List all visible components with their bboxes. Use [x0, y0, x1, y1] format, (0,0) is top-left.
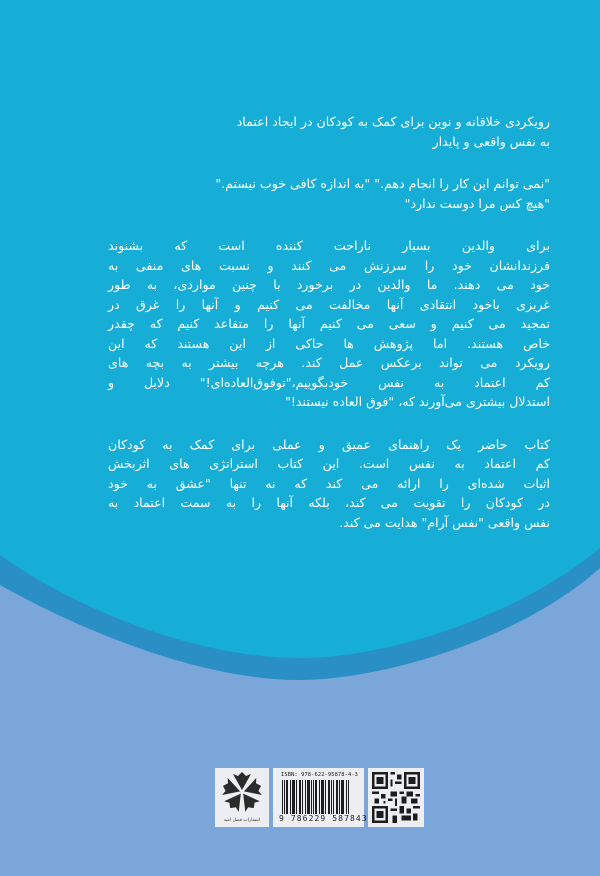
isbn-barcode — [273, 768, 368, 827]
paragraph-line: خاص هستند. اما پژوهش ها حاکی از این هستند که این — [108, 335, 550, 351]
paragraph-line: خود می دهند. ما والدین در برخورد با چنین مواردی، به طور — [108, 277, 550, 292]
publisher-name: انتشارات فصل امید — [223, 818, 261, 823]
paragraph-line: استدلال بیشتری می‌آورند که، "فوق العاده نیستند!" — [285, 394, 550, 409]
paragraph-line: غریزی باخود انتقادی آنها مخالفت می کنیم و آنها را غرق در — [108, 296, 550, 312]
back-matter-codes — [215, 768, 424, 827]
tagline — [108, 112, 550, 151]
paragraph-line: فرزندانشان خود را سرزنش می کنند و نسبت های منفی به — [108, 257, 550, 273]
ean-digits: 9 786229 587843 — [279, 814, 368, 823]
quotes — [108, 174, 550, 213]
cover-text-block — [108, 112, 550, 555]
paragraph-line: تمجید می کنیم و سعی می کنیم آنها را متقاعد کنیم که چقدر — [108, 316, 550, 331]
barcode-bars — [279, 780, 358, 814]
paragraph-line: برای والدین بسیار ناراحت کننده است که بشنوند — [108, 238, 550, 253]
paragraph-2 — [108, 435, 550, 533]
paragraph-line: کتاب حاضر یک راهنمای عمیق و عملی برای کمک به کودکان — [108, 436, 550, 452]
qr-code-icon — [372, 772, 420, 823]
paragraph-line: نفس واقعی "نفس آرام" هدایت می کند. — [339, 514, 550, 530]
paragraph-1 — [108, 236, 550, 412]
tagline-line: به نفس واقعی و پایدار — [432, 133, 550, 149]
star-books-logo-icon — [215, 768, 269, 816]
tagline-line: رویکردی خلاقانه و نوین برای کمک به کودکان در ایجاد اعتماد — [236, 114, 550, 129]
paragraph-line: کم اعتماد به نفس است. این کتاب استراتژی های اثربخش — [108, 456, 550, 471]
publisher-logo — [215, 768, 269, 827]
paragraph-line: اثبات شده‌ای را ارائه می کند که نه تنها "عشق به خود — [108, 475, 550, 491]
qr-code[interactable] — [368, 768, 424, 827]
isbn-label: ISBN: 978-622-95878-4-3 — [281, 772, 358, 778]
paragraph-line: در کودکان را تقویت می کند، بلکه آنها را به سمت اعتماد به — [108, 495, 550, 510]
quote-line: "هیچ کس مرا دوست ندارد" — [404, 195, 550, 211]
paragraph-line: کم اعتماد به نفس خودبگوییم،"توفوق‌العاده‌ای!" دلایل و — [108, 374, 550, 390]
paragraph-line: رویکرد می تواند برعکس عمل کند. هرچه بیشتر به بچه های — [108, 355, 550, 370]
quote-line: "نمی توانم این کار را انجام دهم." "به اندازه کافی خوب نیستم." — [215, 176, 550, 191]
